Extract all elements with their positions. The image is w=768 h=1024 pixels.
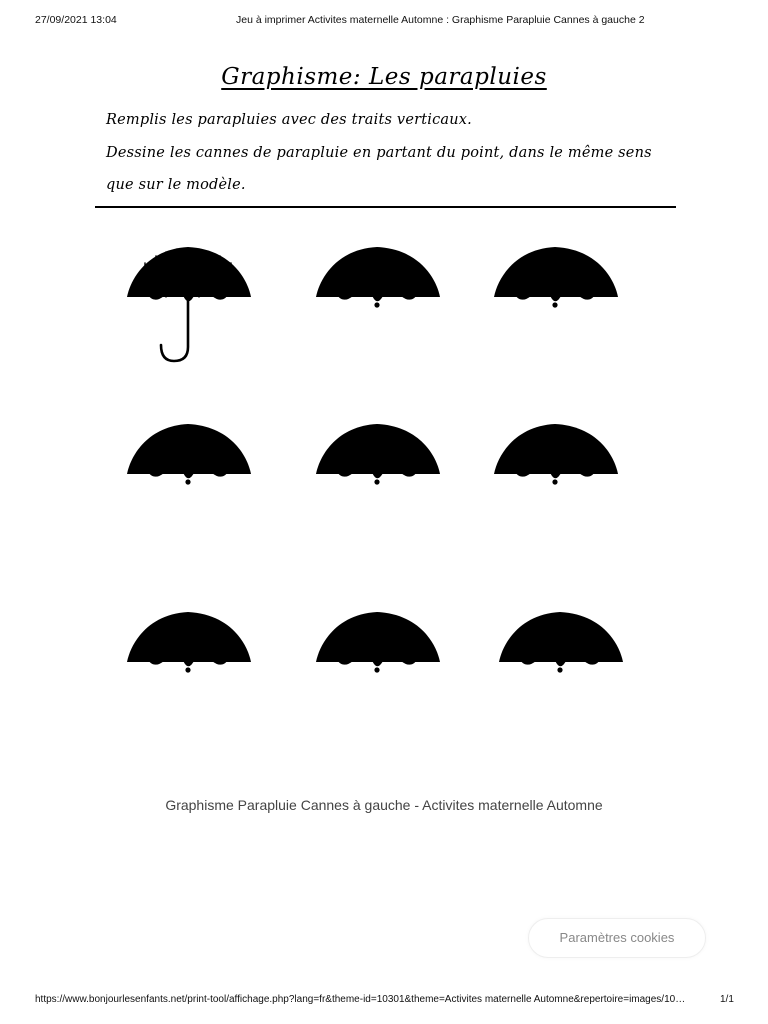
print-datetime: 27/09/2021 13:04: [35, 14, 117, 26]
instruction-line-1: Remplis les parapluies avec des traits verticaux.: [106, 112, 472, 128]
start-dot: [374, 667, 379, 672]
print-url: https://www.bonjourlesenfants.net/print-tool/affichage.php?lang=fr&theme-id=10301&theme=Activites maternelle Automne&repertoire=images/10…: [35, 994, 686, 1005]
umbrella-cane: [161, 301, 188, 361]
instruction-line-3: que sur le modèle.: [106, 177, 246, 193]
blank-umbrella: [492, 241, 622, 315]
blank-umbrella: [125, 606, 255, 680]
print-page-title: Jeu à imprimer Activites maternelle Automne : Graphisme Parapluie Cannes à gauche 2: [236, 14, 645, 26]
worksheet-caption: Graphisme Parapluie Cannes à gauche - Activites maternelle Automne: [165, 797, 603, 813]
blank-umbrella: [314, 241, 444, 315]
start-dot: [374, 302, 379, 307]
cookie-settings-button[interactable]: Paramètres cookies: [528, 918, 706, 958]
blank-umbrella: [497, 606, 627, 680]
print-page-number: 1/1: [720, 994, 734, 1005]
start-dot: [185, 479, 190, 484]
model-umbrella: [125, 241, 255, 363]
blank-umbrella: [492, 418, 622, 492]
start-dot: [374, 479, 379, 484]
start-dot: [185, 667, 190, 672]
worksheet-title: Graphisme: Les parapluies: [221, 64, 547, 90]
blank-umbrella: [314, 606, 444, 680]
start-dot: [557, 667, 562, 672]
start-dot: [552, 302, 557, 307]
instruction-line-2: Dessine les cannes de parapluie en partant du point, dans le même sens: [106, 145, 652, 161]
blank-umbrella: [314, 418, 444, 492]
title-divider: [95, 206, 676, 208]
blank-umbrella: [125, 418, 255, 492]
start-dot: [552, 479, 557, 484]
